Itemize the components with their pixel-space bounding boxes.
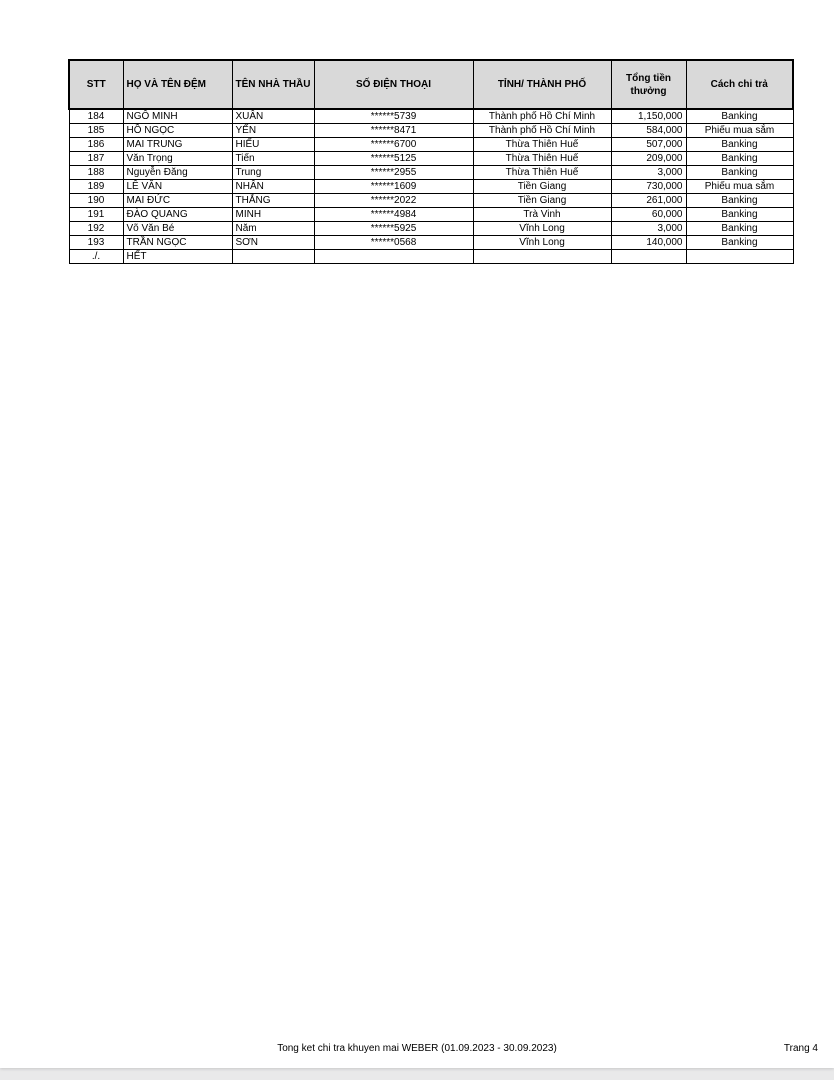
cell-tong-tien-thuong: 261,000 <box>611 194 686 208</box>
cell-so-dien-thoai: ******1609 <box>314 180 473 194</box>
cell-ho-ten-dem: LÊ VĂN <box>123 180 232 194</box>
table-row <box>69 236 793 250</box>
cell-cach-chi-tra: Banking <box>686 166 793 180</box>
header-ho-ten-dem: HỌ VÀ TÊN ĐỆM <box>123 60 232 109</box>
cell-ho-ten-dem: Võ Văn Bé <box>123 222 232 236</box>
header-tinh-thanh-pho: TỈNH/ THÀNH PHỐ <box>473 60 611 109</box>
cell-ten-nha-thau: HIẾU <box>232 138 314 152</box>
cell-stt: 185 <box>69 124 123 138</box>
cell-tinh-thanh-pho: Thừa Thiên Huế <box>473 138 611 152</box>
cell-so-dien-thoai: ******2955 <box>314 166 473 180</box>
cell-tinh-thanh-pho <box>473 250 611 264</box>
cell-ho-ten-dem: Văn Trọng <box>123 152 232 166</box>
cell-ho-ten-dem: Nguyễn Đăng <box>123 166 232 180</box>
table-row <box>69 194 793 208</box>
cell-tinh-thanh-pho: Thừa Thiên Huế <box>473 166 611 180</box>
cell-stt: 186 <box>69 138 123 152</box>
cell-cach-chi-tra: Banking <box>686 194 793 208</box>
cell-stt: 187 <box>69 152 123 166</box>
table-row <box>69 180 793 194</box>
cell-ho-ten-dem: HẾT <box>123 250 232 264</box>
table-row <box>69 222 793 236</box>
cell-ho-ten-dem: TRẦN NGỌC <box>123 236 232 250</box>
cell-so-dien-thoai: ******5925 <box>314 222 473 236</box>
cell-ten-nha-thau: SƠN <box>232 236 314 250</box>
cell-tong-tien-thuong: 507,000 <box>611 138 686 152</box>
cell-tinh-thanh-pho: Tiền Giang <box>473 180 611 194</box>
cell-cach-chi-tra <box>686 250 793 264</box>
cell-stt: 184 <box>69 109 123 124</box>
page-number: Trang 4 <box>783 1043 818 1054</box>
cell-tong-tien-thuong: 60,000 <box>611 208 686 222</box>
cell-tinh-thanh-pho: Thành phố Hồ Chí Minh <box>473 124 611 138</box>
cell-tong-tien-thuong: 140,000 <box>611 236 686 250</box>
cell-tong-tien-thuong <box>611 250 686 264</box>
cell-cach-chi-tra: Banking <box>686 138 793 152</box>
cell-so-dien-thoai: ******6700 <box>314 138 473 152</box>
cell-stt: ./. <box>69 250 123 264</box>
cell-ten-nha-thau: Năm <box>232 222 314 236</box>
table-row <box>69 208 793 222</box>
table-row <box>69 152 793 166</box>
cell-so-dien-thoai <box>314 250 473 264</box>
header-stt: STT <box>69 60 123 109</box>
cell-cach-chi-tra: Banking <box>686 208 793 222</box>
cell-ten-nha-thau: YẾN <box>232 124 314 138</box>
cell-tong-tien-thuong: 3,000 <box>611 166 686 180</box>
table-row <box>69 109 793 124</box>
cell-ho-ten-dem: MAI ĐỨC <box>123 194 232 208</box>
table-row <box>69 166 793 180</box>
cell-so-dien-thoai: ******2022 <box>314 194 473 208</box>
cell-ho-ten-dem: HỒ NGỌC <box>123 124 232 138</box>
cell-cach-chi-tra: Banking <box>686 109 793 124</box>
cell-cach-chi-tra: Banking <box>686 222 793 236</box>
cell-stt: 193 <box>69 236 123 250</box>
cell-so-dien-thoai: ******5125 <box>314 152 473 166</box>
payout-table <box>68 59 794 264</box>
cell-ten-nha-thau: XUÂN <box>232 109 314 124</box>
cell-stt: 192 <box>69 222 123 236</box>
table-row <box>69 138 793 152</box>
cell-tinh-thanh-pho: Vĩnh Long <box>473 222 611 236</box>
table-header-row <box>69 60 793 109</box>
cell-so-dien-thoai: ******0568 <box>314 236 473 250</box>
cell-cach-chi-tra: Banking <box>686 152 793 166</box>
cell-so-dien-thoai: ******4984 <box>314 208 473 222</box>
cell-so-dien-thoai: ******5739 <box>314 109 473 124</box>
cell-ten-nha-thau: Tiến <box>232 152 314 166</box>
cell-tinh-thanh-pho: Thành phố Hồ Chí Minh <box>473 109 611 124</box>
cell-ten-nha-thau: Trung <box>232 166 314 180</box>
cell-so-dien-thoai: ******8471 <box>314 124 473 138</box>
cell-tong-tien-thuong: 209,000 <box>611 152 686 166</box>
cell-cach-chi-tra: Banking <box>686 236 793 250</box>
cell-tong-tien-thuong: 730,000 <box>611 180 686 194</box>
cell-stt: 188 <box>69 166 123 180</box>
table-row <box>69 250 793 264</box>
cell-stt: 190 <box>69 194 123 208</box>
table-row <box>69 124 793 138</box>
cell-ho-ten-dem: ĐÀO QUANG <box>123 208 232 222</box>
cell-ten-nha-thau <box>232 250 314 264</box>
cell-tong-tien-thuong: 584,000 <box>611 124 686 138</box>
cell-tong-tien-thuong: 1,150,000 <box>611 109 686 124</box>
cell-ten-nha-thau: MINH <box>232 208 314 222</box>
cell-tinh-thanh-pho: Trà Vinh <box>473 208 611 222</box>
cell-stt: 189 <box>69 180 123 194</box>
cell-ten-nha-thau: NHÂN <box>232 180 314 194</box>
cell-ho-ten-dem: NGÔ MINH <box>123 109 232 124</box>
header-tong-tien-thuong: Tổng tiền thưởng <box>611 60 686 109</box>
footer-title: Tong ket chi tra khuyen mai WEBER (01.09.2023 - 30.09.2023) <box>277 1043 557 1054</box>
cell-tinh-thanh-pho: Tiền Giang <box>473 194 611 208</box>
cell-ho-ten-dem: MAI TRUNG <box>123 138 232 152</box>
cell-tinh-thanh-pho: Thừa Thiên Huế <box>473 152 611 166</box>
cell-cach-chi-tra: Phiếu mua sắm <box>686 124 793 138</box>
cell-tinh-thanh-pho: Vĩnh Long <box>473 236 611 250</box>
table-body <box>69 109 793 264</box>
header-ten-nha-thau: TÊN NHÀ THẦU <box>232 60 314 109</box>
header-so-dien-thoai: SỐ ĐIỆN THOẠI <box>314 60 473 109</box>
cell-cach-chi-tra: Phiếu mua sắm <box>686 180 793 194</box>
cell-tong-tien-thuong: 3,000 <box>611 222 686 236</box>
cell-ten-nha-thau: THẮNG <box>232 194 314 208</box>
cell-stt: 191 <box>69 208 123 222</box>
header-cach-chi-tra: Cách chi trả <box>686 60 793 109</box>
